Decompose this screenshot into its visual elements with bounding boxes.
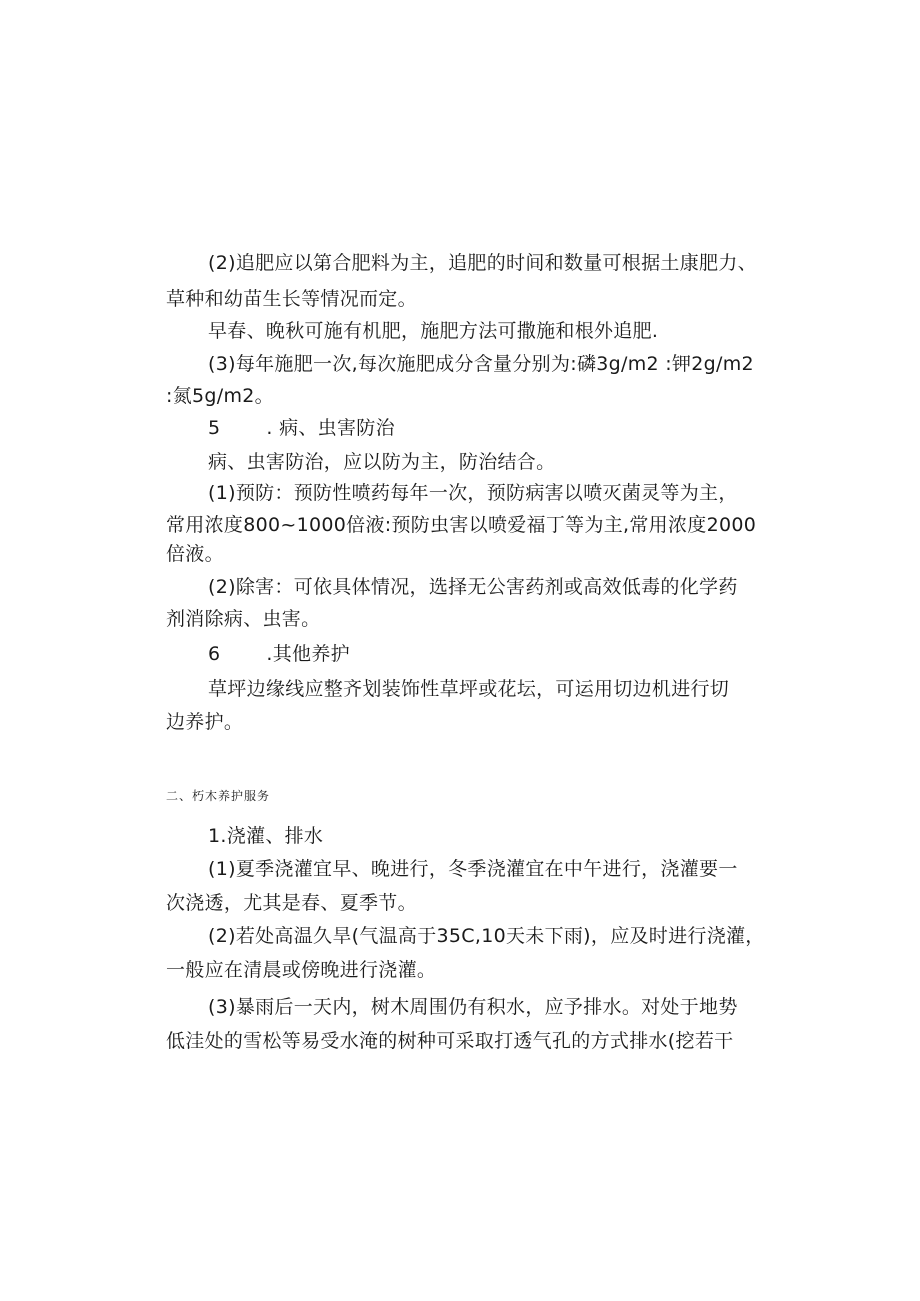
heading-text: .其他养护 <box>266 643 350 665</box>
paragraph-line: 常用浓度800~1000倍液:预防虫害以喷爱福丁等为主,常用浓度2000 <box>166 514 757 536</box>
paragraph-line: (2)追肥应以第合肥料为主，追肥的时间和数量可根据土康肥力、 <box>208 252 757 274</box>
paragraph-line: 低洼处的雪松等易受水淹的树种可采取打透气孔的方式排水(挖若干 <box>166 1030 734 1052</box>
section-heading: 二、朽木养护服务 <box>166 789 271 803</box>
paragraph-line: (3)暴雨后一天内，树木周围仍有积水，应予排水。对处于地势 <box>208 996 738 1018</box>
heading-text: . 病、虫害防治 <box>266 417 395 439</box>
paragraph-line: 倍液。 <box>166 543 224 565</box>
subsection-heading: 1.浇灌、排水 <box>208 825 324 847</box>
paragraph-line: 次浇透，尤其是春、夏季节。 <box>166 892 417 914</box>
paragraph-line: (3)每年施肥一次,每次施肥成分含量分别为:磷3g/m2 :钾2g/m2 <box>208 353 754 375</box>
paragraph-line: 草种和幼苗生长等情况而定。 <box>166 288 417 310</box>
heading-number: 5 <box>208 417 221 439</box>
paragraph-line: (2)除害：可依具体情况，选择无公害药剂或高效低毒的化学药 <box>208 576 738 598</box>
heading-line <box>208 642 350 666</box>
paragraph-line: 一般应在清晨或傍晚进行浇灌。 <box>166 959 437 981</box>
paragraph-line: :氮5g/m2。 <box>166 385 274 407</box>
heading-line <box>208 416 395 440</box>
paragraph-line: 边养护。 <box>166 711 244 733</box>
paragraph-line: 剂消除病、虫害。 <box>166 608 321 630</box>
paragraph-line: 病、虫害防治，应以防为主，防治结合。 <box>208 451 556 473</box>
paragraph-line: (1)夏季浇灌宜早、晚进行，冬季浇灌宜在中午进行，浇灌要一 <box>208 858 738 880</box>
heading-number: 6 <box>208 643 221 665</box>
paragraph-line: 早春、晚秋可施有机肥，施肥方法可撒施和根外追肥. <box>208 320 659 342</box>
paragraph-line: (2)若处高温久旱(气温高于35C,10天未下雨)，应及时进行浇灌， <box>208 925 765 947</box>
paragraph-line: 草坪边缘线应整齐划装饰性草坪或花坛，可运用切边机进行切 <box>208 678 730 700</box>
paragraph-line: (1)预防：预防性喷药每年一次，预防病害以喷灭菌灵等为主， <box>208 482 738 504</box>
